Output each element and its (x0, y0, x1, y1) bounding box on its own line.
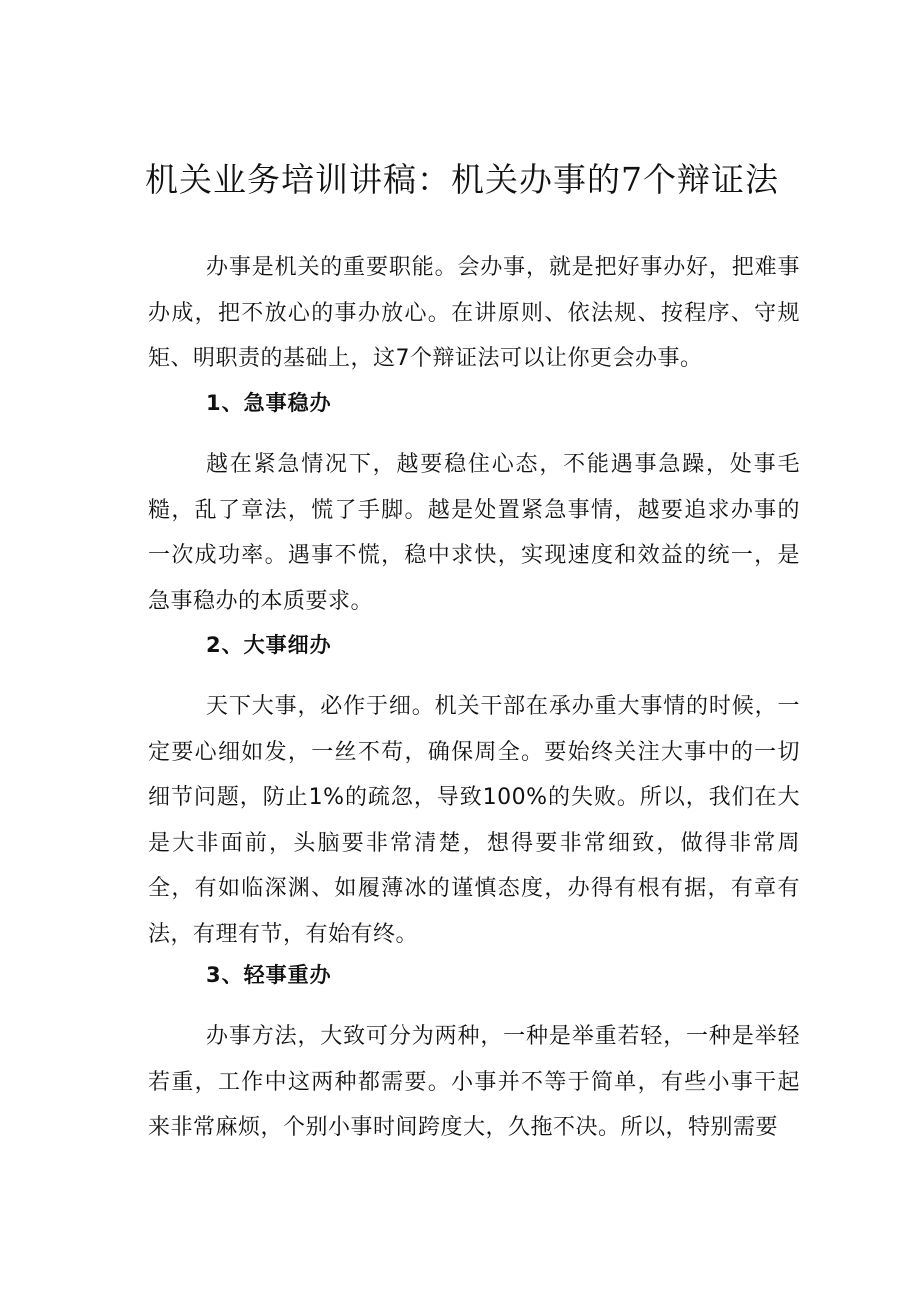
document-title: 机关业务培训讲稿：机关办事的7个辩证法 (145, 160, 779, 199)
section-body-1: 越在紧急情况下，越要稳住心态，不能遇事急躁，处事毛糙，乱了章法，慌了手脚。越是处置紧急事情，越要追求办事的一次成功率。遇事不慌，稳中求快，实现速度和效益的统一，是急事稳办的本质要求。 (148, 452, 800, 614)
section-heading-1: 1、急事稳办 (206, 391, 332, 415)
section-heading-2: 2、大事细办 (206, 633, 332, 657)
section-body-3: 办事方法，大致可分为两种，一种是举重若轻，一种是举轻若重，工作中这两种都需要。小事并不等于简单，有些小事干起来非常麻烦，个别小事时间跨度大，久拖不决。所以，特别需要 (148, 1024, 800, 1140)
section-body-2: 天下大事，必作于细。机关干部在承办重大事情的时候，一定要心细如发，一丝不苟，确保周全。要始终关注大事中的一切细节问题，防止1%的疏忽，导致100%的失败。所以，我们在大是大非面前，头脑要非常清楚，想得要非常细致，做得非常周全，有如临深渊、如履薄冰的谨慎态度，办得有根有据，有章有法，有理有节，有始有终。 (148, 694, 800, 947)
section-heading-3: 3、轻事重办 (206, 963, 332, 987)
intro-paragraph: 办事是机关的重要职能。会办事，就是把好事办好，把难事办成，把不放心的事办放心。在讲原则、依法规、按程序、守规矩、明职责的基础上，这7个辩证法可以让你更会办事。 (148, 255, 800, 371)
